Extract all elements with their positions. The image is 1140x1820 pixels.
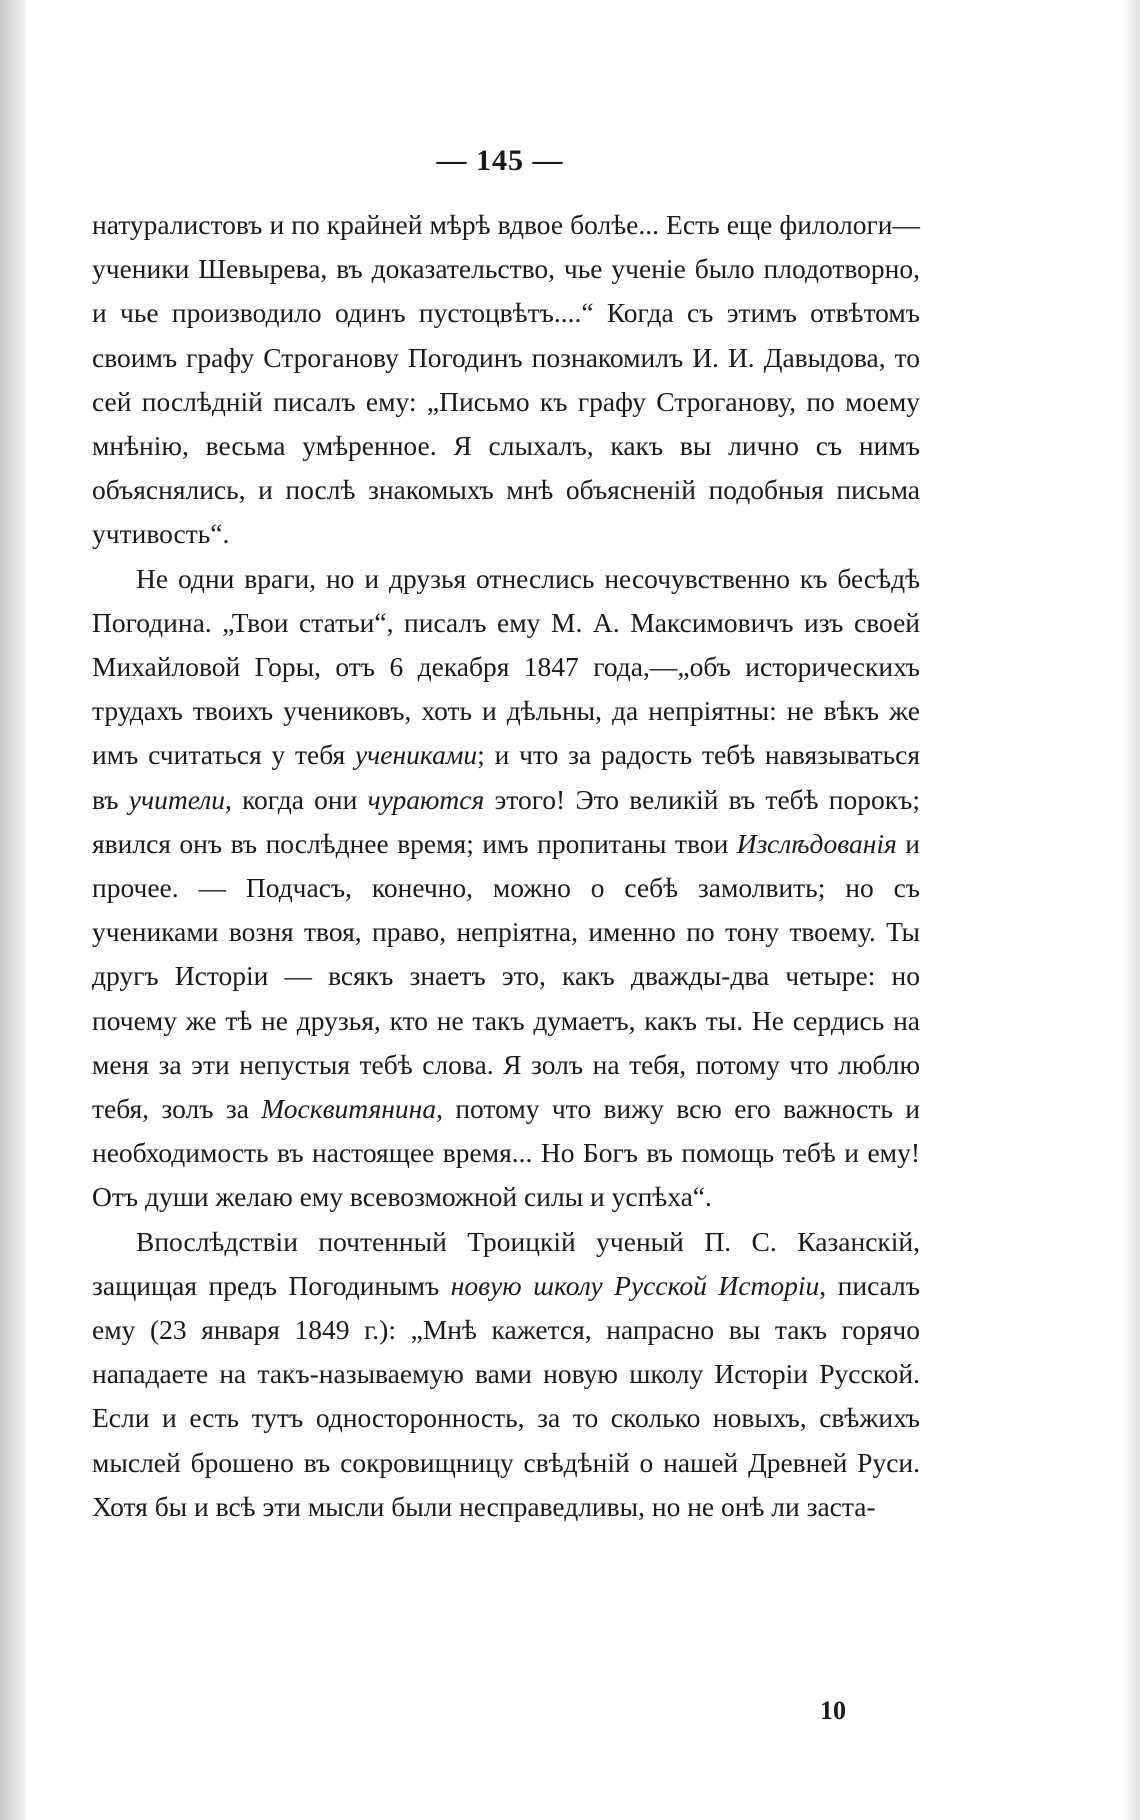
- text-segment: Не одни враги, но и друзья отнеслись несочувственно къ бесѣдѣ Погодина. „Твои статьи“, писалъ ему М. А. Максимовичъ изъ своей Михайловой Горы, отъ 6 декабря 1847 года,—„объ историческихъ трудахъ твоихъ учениковъ, хоть и дѣльны, да непріятны: не вѣкъ же имъ считаться у тебя: [92, 562, 920, 771]
- scan-shadow-left: [0, 0, 26, 1820]
- page-number: — 145 —: [436, 144, 564, 177]
- text-segment: Впослѣдствіи почтенный Троицкій ученый П. С. Казанскій, защищая предъ Погодинымъ: [92, 1225, 920, 1301]
- text-segment: и прочее. — Подчасъ, конечно, можно о себѣ замолвить; но съ учениками возня твоя, право, непріятна, именно по тону твоему. Ты другъ Исторіи — всякъ знаетъ это, какъ дважды-два четыре: но почему же тѣ не друзья, кто не такъ думаетъ, какъ ты. Не сердись на меня за эти непустыя тебѣ слова. Я золъ на тебя, потому что люблю тебя, золъ за: [92, 827, 920, 1125]
- text-segment: натуралистовъ и по крайней мѣрѣ вдвое болѣе... Есть еще филологи—ученики Шевырева, въ доказательство, чье ученіе было плодотворно, и чье производило одинъ пустоцвѣтъ....“ Когда съ этимъ отвѣтомъ своимъ графу Строганову Погодинъ познакомилъ И. И. Давыдова, то сей послѣдній писалъ ему: „Письмо къ графу Строганову, по моему мнѣнію, весьма умѣренное. Я слыхалъ, какъ вы лично съ нимъ объяснялись, и послѣ знакомыхъ мнѣ объясненій подобныя письма учтивость“.: [92, 209, 920, 550]
- italic-term: чураются: [367, 783, 485, 815]
- paragraph-2: [92, 557, 920, 1220]
- text-segment: , писалъ ему (23 января 1849 г.): „Мнѣ кажется, напрасно вы такъ горячо нападаете на такъ-называемую вами новую школу Исторіи Русской. Если и есть тутъ односторонность, за то сколько новыхъ, свѣжихъ мыслей брошено въ сокровищницу свѣдѣній о нашей Древней Руси. Хотя бы и всѣ эти мысли были несправедливы, но не онѣ ли заста-: [92, 1269, 921, 1522]
- text-segment: , потому что вижу всю его важность и необходимость въ настоящее время... Но Богъ въ помощь тебѣ и ему! Отъ души желаю ему всевозможной силы и успѣха“.: [92, 1093, 920, 1213]
- italic-term: Изслѣдованія: [736, 827, 897, 859]
- signature-mark: 10: [820, 1696, 846, 1725]
- text-segment: ; и что за радость тебѣ навязываться въ: [92, 739, 920, 815]
- italic-term: учениками: [354, 739, 478, 771]
- text-segment: этого! Это великій въ тебѣ порокъ; явился онъ въ послѣднее время; имъ пропитаны твои: [92, 783, 920, 859]
- page-body: [92, 203, 920, 1529]
- italic-term: новую школу Русской Исторіи: [450, 1269, 820, 1301]
- paragraph-3: [92, 1220, 920, 1529]
- paragraph-1: [92, 203, 920, 557]
- text-segment: , когда они: [224, 783, 368, 815]
- scan-shadow-right: [1122, 0, 1140, 1820]
- italic-term: учители: [128, 783, 225, 815]
- italic-term: Москвитянина: [261, 1093, 437, 1125]
